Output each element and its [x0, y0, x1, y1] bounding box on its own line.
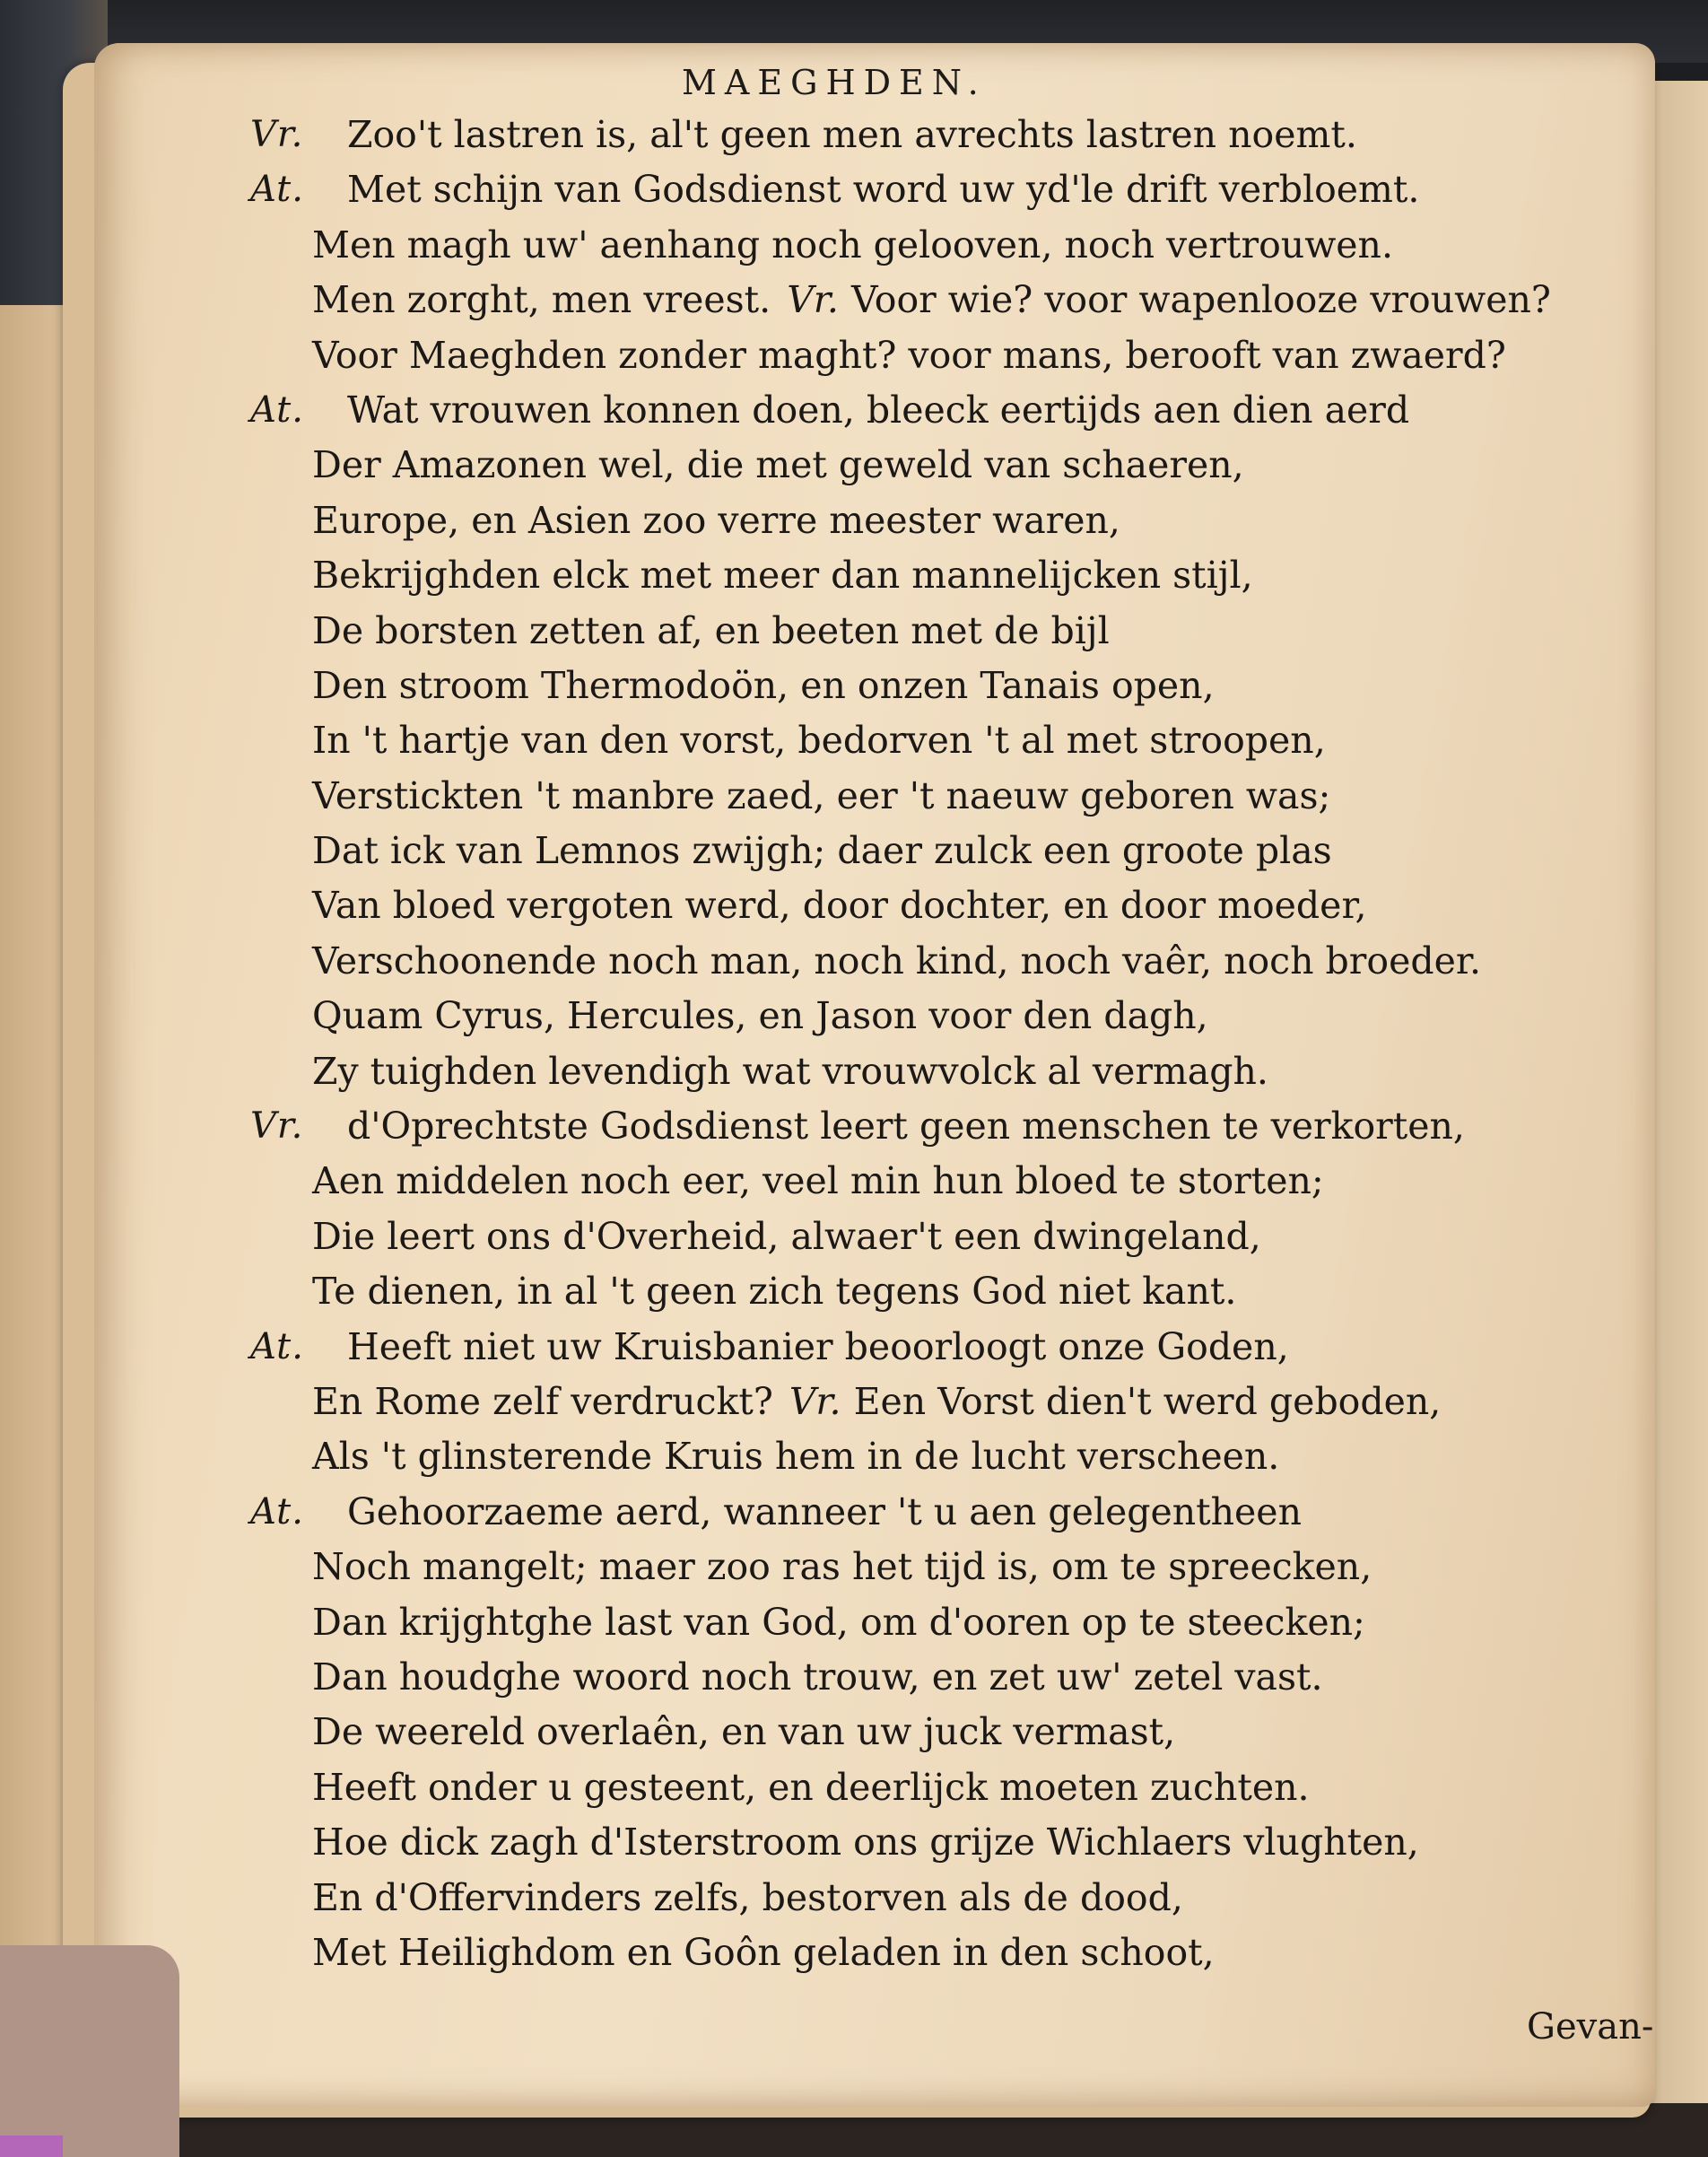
verse-line-text	[312, 438, 1244, 493]
speaker-label: At.	[250, 1325, 304, 1367]
verse-line-text	[312, 1264, 1236, 1319]
verse-line-segment: Zoo't lastren is, al't geen men avrechts lastren noemt.	[347, 113, 1357, 156]
verse-line	[253, 1705, 1616, 1760]
verse-line	[250, 1099, 1616, 1154]
verse-line-segment: Verschoonende noch man, noch kind, noch vaêr, noch broeder.	[312, 939, 1481, 982]
verse-line-text	[312, 1760, 1310, 1815]
verse-line-segment: Die leert ons d'Overheid, alwaer't een dwingeland,	[312, 1214, 1261, 1258]
verse-line-text	[312, 218, 1393, 273]
verse-line-text	[347, 383, 1409, 438]
verse-line	[253, 769, 1616, 824]
verse-line	[253, 1760, 1616, 1815]
verse-line-text	[312, 1705, 1175, 1760]
verse-line-segment: Met schijn van Godsdienst word uw yd'le drift verbloemt.	[347, 168, 1420, 212]
verse-line-text	[312, 659, 1215, 713]
verse-line	[253, 1429, 1616, 1484]
verse-line	[253, 713, 1616, 768]
verse-line-text	[347, 1099, 1465, 1154]
verse-line	[253, 273, 1616, 327]
verse-line	[253, 328, 1616, 383]
verse-line-text	[312, 934, 1481, 989]
verse-line-text	[312, 824, 1332, 878]
verse-line-segment: En Rome zelf verdruckt?	[312, 1379, 773, 1423]
verse-line-text	[312, 1375, 1441, 1429]
verse-line	[253, 1375, 1616, 1429]
verse-line-segment: Als 't glinsterende Kruis hem in de lucht verscheen.	[312, 1435, 1280, 1479]
verse-line	[253, 548, 1616, 603]
verse-line-text	[312, 1815, 1419, 1870]
verse-line-text	[312, 1429, 1279, 1484]
verse-line-segment: Hoe dick zagh d'Isterstroom ons grijze Wichlaers vlughten,	[312, 1821, 1419, 1864]
verse-line	[253, 1595, 1616, 1650]
speaker-label: Vr.	[250, 1105, 304, 1148]
verse-line-text	[312, 1595, 1365, 1650]
verse-line-text	[312, 1154, 1324, 1209]
verse-line	[253, 878, 1616, 933]
verse-line-segment: Dan krijghtghe last van God, om d'ooren op te steecken;	[312, 1600, 1365, 1644]
verse-line	[253, 1154, 1616, 1209]
verse-line	[250, 108, 1616, 162]
speaker-label: Vr.	[789, 1379, 841, 1423]
verse-line	[250, 162, 1616, 217]
verse-line	[253, 604, 1616, 659]
verse-line	[253, 934, 1616, 989]
verse-line-segment: Heeft onder u gesteent, en deerlijck moeten zuchten.	[312, 1765, 1310, 1809]
verse-line-text	[347, 162, 1419, 217]
verse-line	[253, 824, 1616, 878]
verse-line-segment: Met Heilighdom en Goôn geladen in den schoot,	[312, 1930, 1215, 1974]
verse-line-segment: Te dienen, in al 't geen zich tegens God niet kant.	[312, 1270, 1237, 1314]
verse-line	[253, 493, 1616, 548]
verse-line-text	[312, 769, 1330, 824]
verse-line	[253, 1926, 1616, 1980]
verse-line-text	[312, 989, 1208, 1044]
purple-object	[0, 2135, 63, 2157]
verse-line-text	[312, 878, 1367, 933]
verse-line-segment: Gehoorzaeme aerd, wanneer 't u aen gelegentheen	[347, 1489, 1302, 1533]
verse-line-text	[312, 1871, 1183, 1926]
verse-line-segment: Den stroom Thermodoön, en onzen Tanais open,	[312, 663, 1215, 707]
verse-line-segment: Zy tuighden levendigh wat vrouwvolck al vermagh.	[312, 1049, 1268, 1093]
verse-line-text	[312, 604, 1110, 659]
verse-line-segment: Voor wie? voor wapenlooze vrouwen?	[850, 278, 1551, 322]
verse-line	[250, 383, 1616, 438]
verse-line	[253, 1209, 1616, 1264]
verse-line-segment: Wat vrouwen konnen doen, bleeck eertijds aen dien aerd	[347, 388, 1410, 432]
verse-line-segment: Noch mangelt; maer zoo ras het tijd is, om te spreecken,	[312, 1545, 1372, 1589]
speaker-label: At.	[250, 389, 304, 431]
verse-line-text	[312, 273, 1551, 327]
verse-line-segment: Dan houdghe woord noch trouw, en zet uw' zetel vast.	[312, 1655, 1323, 1699]
verse-line-text	[312, 1540, 1372, 1594]
verse-line-text	[347, 1485, 1302, 1540]
verse-line-segment: Men zorght, men vreest.	[312, 278, 771, 322]
verse-text	[250, 108, 1616, 1980]
running-header: MAEGHDEN.	[682, 63, 987, 102]
verse-line-segment: Een Vorst dien't werd geboden,	[853, 1379, 1442, 1423]
verse-line-text	[312, 1650, 1323, 1705]
verse-line-segment: En d'Offervinders zelfs, bestorven als de dood,	[312, 1875, 1183, 1919]
verse-line-segment: De borsten zetten af, en beeten met de bijl	[312, 608, 1110, 652]
verse-line	[253, 1650, 1616, 1705]
verse-line	[253, 1815, 1616, 1870]
verse-line	[253, 1264, 1616, 1319]
verse-line-segment: Dat ick van Lemnos zwijgh; daer zulck een groote plas	[312, 829, 1332, 873]
verse-line-text	[347, 108, 1357, 162]
verse-line-text	[312, 1044, 1268, 1099]
verse-line-segment: De weereld overlaên, en van uw juck vermast,	[312, 1710, 1176, 1754]
verse-line	[253, 1871, 1616, 1926]
verse-line	[253, 659, 1616, 713]
finger-cover	[0, 1945, 179, 2157]
verse-line-text	[347, 1320, 1289, 1375]
verse-line-segment: Aen middelen noch eer, veel min hun bloed te storten;	[312, 1159, 1324, 1203]
verse-line	[253, 438, 1616, 493]
verse-line	[253, 989, 1616, 1044]
verse-line	[253, 218, 1616, 273]
verse-line-segment: Voor Maeghden zonder maght? voor mans, berooft van zwaerd?	[312, 333, 1506, 377]
verse-line-segment: Men magh uw' aenhang noch gelooven, noch vertrouwen.	[312, 223, 1393, 266]
verse-line	[250, 1320, 1616, 1375]
speaker-label: Vr.	[250, 114, 304, 155]
verse-line	[253, 1540, 1616, 1594]
speaker-label: Vr.	[787, 278, 839, 322]
verse-line-text	[312, 1209, 1261, 1264]
verse-line-text	[312, 548, 1253, 603]
verse-line-segment: Quam Cyrus, Hercules, en Jason voor den dagh,	[312, 994, 1208, 1038]
verse-line-text	[312, 328, 1506, 383]
verse-line-segment: Der Amazonen wel, die met geweld van schaeren,	[312, 443, 1244, 487]
verse-line	[250, 1485, 1616, 1540]
verse-line-segment: Europe, en Asien zoo verre meester waren,	[312, 498, 1120, 542]
verse-line-segment: Verstickten 't manbre zaed, eer 't naeuw geboren was;	[312, 773, 1331, 817]
verse-line	[253, 1044, 1616, 1099]
verse-line-segment: Van bloed vergoten werd, door dochter, en door moeder,	[312, 884, 1367, 928]
speaker-label: At.	[250, 169, 304, 211]
verse-line-segment: Bekrijghden elck met meer dan mannelijcken stijl,	[312, 554, 1253, 598]
verse-line-text	[312, 1926, 1215, 1980]
verse-line-segment: d'Oprechtste Godsdienst leert geen menschen te verkorten,	[347, 1105, 1465, 1148]
verse-line-segment: In 't hartje van den vorst, bedorven 't al met stroopen,	[312, 719, 1326, 763]
catchword: Gevan-	[1527, 2006, 1654, 2048]
verse-line-text	[312, 713, 1326, 768]
speaker-label: At.	[250, 1490, 304, 1533]
verse-line-segment: Heeft niet uw Kruisbanier beoorloogt onze Goden,	[347, 1324, 1289, 1368]
verse-line-text	[312, 493, 1120, 548]
